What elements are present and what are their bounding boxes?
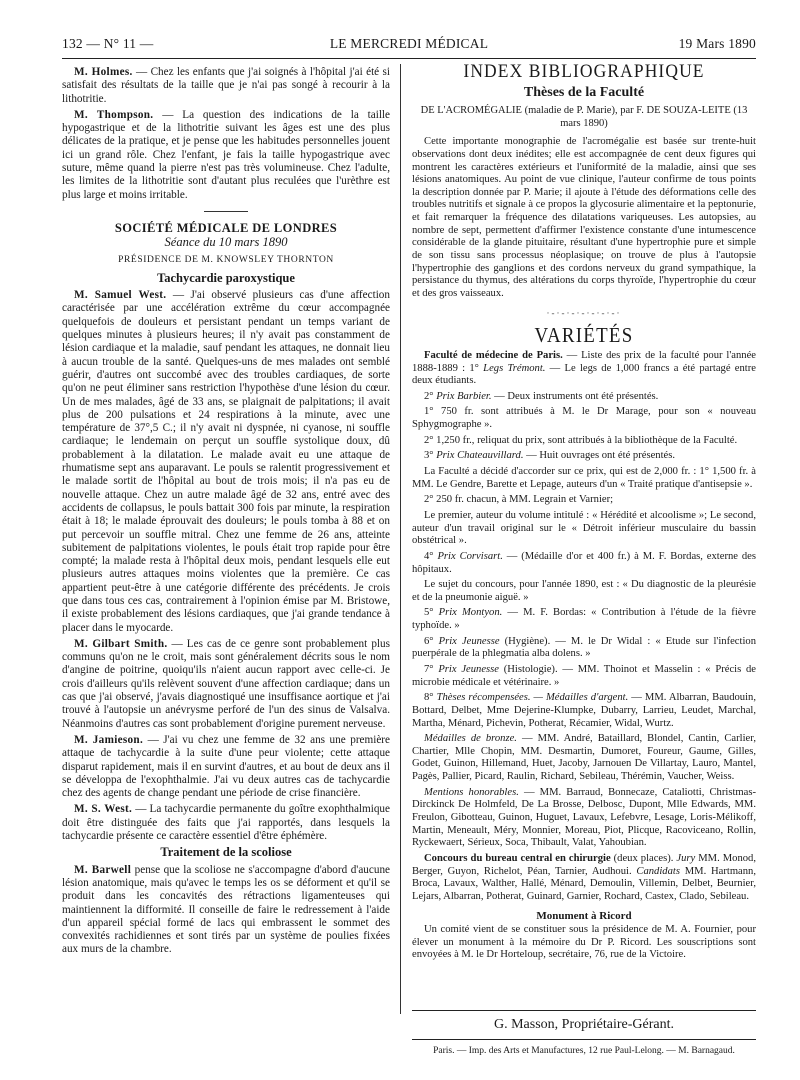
- scoliosis-heading: Traitement de la scoliose: [160, 845, 292, 860]
- paragraph-text: — La question des indications de la taille hypogastrique et de la lithotritie suivant les âges est une des plus délicates de la pratique, et je pense que les habitudes personnelles jouent ici un grand rôle. Chez l'enfant, je fais la taille hypogastrique avec suture, même quand la pierre n'est pas très volumineuse. Chez l'adulte, les limites de la lithotritie sont d'autant plus reculées que l'urèthre est plus large et moins irritable.: [62, 108, 390, 201]
- journal-title: LE MERCREDI MÉDICAL: [329, 36, 489, 51]
- swest-paragraph: [62, 803, 390, 843]
- holmes-paragraph: [62, 66, 390, 106]
- page-number: 132 — N° 11 —: [62, 36, 154, 51]
- prize-paragraph: 1° 750 fr. sont attribués à M. le Dr Marage, pour son « nouveau Sphygmographe ».: [412, 406, 756, 431]
- speaker-name: M. Samuel West.: [74, 289, 167, 302]
- prize-number: 6°: [424, 635, 439, 647]
- paragraph-text: — Les cas de ce genre sont probablement plus communs qu'on ne le croit, mais sont généralement décrits sous le nom d'angine de poitrine, quoiqu'ils n'aient aucun rapport avec celle-ci. Je crois d'ailleurs qu'ils relèvent souvent d'une affection cardiaque; dans un cas que j'ai observé, j'avais diagnostiqué une insuffisance aortique et j'ai trouvé à l'autopsie un anévrysme perforé de l'un des sinus de Valsalva. Néanmoins d'autres cas sont probablement d'origine purement nerveuse.: [62, 637, 390, 730]
- paragraph-text: — M. F. Bordas: « Contribution à l'étude de la fièvre typhoïde. »: [412, 607, 756, 632]
- paragraph-text: — (Médaille d'or et 400 fr.) à M. F. Bordas, externe des hôpitaux.: [412, 550, 756, 575]
- paragraph-text: — Chez les enfants que j'ai soignés à l'hôpital j'ai été si satisfait des résultats de la taille que je n'ai pas songé à recourir à la lithotritie.: [62, 66, 390, 105]
- prize-name: Prix Jeunesse: [438, 663, 499, 675]
- prize-number: 7°: [424, 663, 439, 675]
- paragraph-text: — J'ai observé plusieurs cas d'une affection caractérisée par une accélération extrême du cœur accompagnée quelquefois de douleurs et persistant pendant un temps variant de quelques minutes à plusieurs heures; il n'y avait pas constamment de lésion cardiaque et la maladie, sauf pendant les attaques, ne donnait lieu à aucun trouble de la santé. Quelques-uns de mes malades ont semblé guérir, d'autres ont succombé avec des troubles cardiaques, de sorte qu'on ne peut éliminer sans restriction l'hypothèse d'une lésion du cœur. Un de mes malades, âgé de 33 ans, se plaignait de palpitations; il avait plus de 200 pulsations et 24 respirations à la minute, avec une température de 37°,5 C.; il n'y avait ni dyspnée, ni cyanose, ni souffle cardiaque; le lendemain on perçut un souffle systolique doux, dû probablement à la dilatation. Le malade avait eu une attaque de rhumatisme sept ans auparavant. Le pouls se ralentit progressivement et le malade sortit de l'hôpital au bout de trois mois; il n'a pas eu de nouvelle attaque. Chez un autre malade âgé de 32 ans, entré avec des accidents de collapsus, le pouls battait 300 fois par minute, la respiration était à 18; le malade éprouvait des douleurs; le pouls tomba à 88 et on put percevoir un souffle mitral. Chez une femme de 26 ans, atteinte subitement de palpitations violentes, le pouls était trop rapide pour être compté; la malade resta à l'hôpital deux mois, pendant lesquels elle eut plusieurs autres attaques moins violentes que la première. Ce cas appartient peut-être à une catégorie différente des précédents. Je crois que dans tous ces cas, contrairement à l'opinion émise par M. Bristowe, il existe probablement des lésions cardiaques, que j'ai grande tendance à placer dans le myocarde.: [62, 289, 390, 634]
- prize-paragraph: Le sujet du concours, pour l'année 1890, est : « Du diagnostic de la pleurésie et de la pneumonie aiguë. »: [412, 579, 756, 603]
- footer-rule: [412, 1039, 756, 1040]
- paragraph-text: — MM. Barraud, Bonnecaze, Cataliotti, Christmas-Dirckinck De Holmfeld, De La Brosse, Delbosc, Dupont, Mlle Edwards, MM. Freulon, Gibotteau, Guinon, Huguet, Lavaux, Lefebvre, Lesage, Loris-Mélikoff, Martin, Meneault, Méry, Monnier, Moreau, Piot, Plicque, Racoviceano, Rollin, Ryckewaert, Sérieux, Soca, Thibault, Valat, Yahoubian.: [412, 786, 756, 849]
- paragraph-text: — Huit ouvrages ont été présentés.: [523, 450, 675, 462]
- smith-paragraph: [62, 638, 390, 731]
- thompson-paragraph: [62, 109, 390, 202]
- prize-name: Thèses récompensées. — Médailles d'argent.: [436, 692, 629, 704]
- barwell-paragraph: [62, 864, 390, 957]
- paragraph-text: MM. Hartmann, Broca, Lavaux, Walther, Hallé, Ménard, Demoulin, Villemin, Delbet, Beurnier, Lejars, Albarran, Potherat, Guinard, Garnier, Rochard, Castex, Clado, Sebileau.: [412, 865, 756, 902]
- monument-heading: Monument à Ricord: [536, 909, 632, 922]
- thesis-summary: Cette importante monographie de l'acromégalie est basée sur trente-huit observations dont deux inédites; elle est accompagnée de cent deux figures qui montrent les caractères extérieurs et l'uniformité de la maladie, ainsi que ses lésions anatomiques. Au point de vue clinique, l'auteur confirme de tous points la description donnée par P. Marie; il ajoute à l'étude des déformations celle des troubles nutritifs et signale à ce propos la glycosurie alimentaire et la peptonurie, et fait remarquer la fréquence des dilatations variqueuses. Les autopsies, au nombre de sept, permettent d'affirmer l'existence constante d'une intumescence considérable de la glande pituitaire, résultant d'une hypertrophie pure et simple de son tissu sans processus néoplasique; on trouve de plus à l'autopsie l'hypertrophie des ganglions et des cordons nerveux du grand sympathique, la persistance du thymus, des altérations du corps thyroïde, l'hypertrophie du cœur et des gros vaisseaux.: [412, 136, 756, 299]
- paragraph-text: — MM. André, Bataillard, Blondel, Cantin, Carlier, Chartier, Mlle Chopin, MM. Desmartin, Dumoret, Foureur, Gaume, Gilles, Godet, Guinon, Hillemand, Huet, Jacoby, Jarnouen De Villartay, Lauro, Mantel, Pagès, Pallier, Picard, Raulin, Richard, Sebileau, Thérémin, Vaucher, Weiss.: [412, 733, 756, 783]
- monument-paragraph: Un comité vient de se constituer sous la présidence de M. A. Fournier, pour élever un monument à la mémoire du Dr P. Ricord. Les souscriptions sont envoyées à M. le Dr Horteloup, secrétaire, 76, rue de la Victoire.: [412, 924, 756, 961]
- prize-number: 8°: [424, 692, 437, 704]
- speaker-name: M. Gilbart Smith.: [74, 637, 168, 650]
- speaker-name: M. Holmes.: [74, 66, 133, 78]
- society-title: SOCIÉTÉ MÉDICALE DE LONDRES: [114, 220, 338, 235]
- section-separator: [204, 211, 248, 212]
- prize-name: Prix Barbier.: [436, 390, 492, 402]
- paragraph-text: (Histologie). — MM. Thoinot et Masselin : « Précis de microbie médicale et vétérinaire. »: [412, 663, 756, 688]
- page-header: [62, 36, 756, 54]
- faculte-paragraph: [412, 350, 756, 388]
- paragraph-text: pense que la scoliose ne s'accompagne d'abord d'aucune lésion anatomique, mais qu'avec le temps les os se déforment et qu'il se produit dans les concavités des rétractions ligamenteuses qui maintiennent la difformité. Il conseille de faire le redressement à l'aide d'un appareil spécial formé de lacs qui embrassent le sommet des convexités rachidiennes et sont tirés par un système de poulies fixées aux murs de la chambre.: [62, 863, 391, 956]
- prize-paragraph: [412, 636, 756, 661]
- prize-name: Legs Trémont.: [483, 362, 546, 374]
- paragraph-text: (Hygiène). — M. le Dr Widal : « Etude sur l'infection puerpérale de la phlegmatia alba dolens. »: [412, 635, 756, 660]
- imprint-line: Paris. — Imp. des Arts et Manufactures, 12 rue Paul-Lelong. — M. Barnagaud.: [433, 1046, 735, 1056]
- prize-paragraph: [412, 787, 756, 850]
- prize-paragraph: [412, 391, 756, 404]
- concours-name: Concours du bureau central en chirurgie: [424, 852, 611, 864]
- session-date: Séance du 10 mars 1890: [164, 235, 288, 250]
- prize-paragraph: [412, 607, 756, 632]
- prize-number: 2°: [424, 390, 437, 402]
- paragraph-text: — La tachycardie permanente du goître exophthalmique doit être distinguée des faits que j'ai rapportés, dans lesquels la tachycardie présente ce caractère essentiel d'être éphémère.: [62, 803, 390, 843]
- prize-paragraph: 2° 250 fr. chacun, à MM. Legrain et Varnier;: [424, 494, 614, 506]
- presidency-line: PRÉSIDENCE DE M. KNOWSLEY THORNTON: [118, 254, 334, 265]
- footer-rule: [412, 1010, 756, 1011]
- speaker-name: M. Barwell: [74, 863, 132, 876]
- right-column: [412, 61, 756, 965]
- concours-paragraph: [412, 853, 756, 904]
- speaker-name: M. S. West.: [74, 803, 133, 816]
- speaker-name: M. Thompson.: [74, 108, 154, 121]
- prize-paragraph: [412, 692, 756, 730]
- thesis-reference: DE L'ACROMÉGALIE (maladie de P. Marie), par F. DE SOUZA-LEITE (13 mars 1890): [420, 105, 748, 129]
- prize-paragraph: Le premier, auteur du volume intitulé : « Hérédité et alcoolisme »; Le second, auteur d'un travail original sur le « Détroit inférieur musculaire du bassin obstétrical ».: [412, 509, 756, 547]
- index-heading: INDEX BIBLIOGRAPHIQUE: [463, 61, 705, 82]
- prize-paragraph: [412, 664, 756, 689]
- issue-date: 19 Mars 1890: [678, 36, 756, 51]
- paragraph-text: — Deux instruments ont été présentés.: [491, 390, 659, 402]
- faculte-name: Faculté de médecine de Paris.: [424, 349, 563, 361]
- paragraph-text: — Le legs de 1,000 francs a été partagé entre deux étudiants.: [412, 362, 756, 387]
- prize-name: Mentions honorables.: [424, 786, 519, 798]
- theses-heading: Thèses de la Faculté: [523, 84, 645, 100]
- west-paragraph: [62, 289, 390, 635]
- prize-name: Prix Corvisart.: [437, 550, 503, 562]
- prize-number: 4°: [424, 550, 438, 562]
- prize-paragraph: [412, 450, 756, 463]
- paragraph-text: — MM. Albarran, Baudouin, Bottard, Delbet, Mme Dejerine-Klumpke, Dubarry, Larrieu, Leudet, Marchal, Martha, Ménard, Pichevin, Potherat, Récamier, Widal, Wurtz.: [412, 692, 756, 729]
- prize-name: Prix Jeunesse: [438, 635, 500, 647]
- jury-label: Jury: [676, 852, 696, 864]
- footer: [412, 1004, 756, 1056]
- prize-name: Prix Chateauvillard.: [436, 450, 524, 462]
- prize-name: Médailles de bronze.: [424, 733, 517, 745]
- left-column: [62, 66, 390, 960]
- prize-paragraph: 2° 1,250 fr., reliquat du prix, sont attribués à la bibliothèque de la Faculté.: [424, 434, 738, 446]
- prize-name: Prix Montyon.: [438, 607, 503, 619]
- prize-paragraph: [412, 733, 756, 784]
- prize-paragraph: [412, 551, 756, 576]
- prize-number: 5°: [424, 607, 439, 619]
- candidats-label: Candidats: [636, 865, 680, 877]
- jamieson-paragraph: [62, 734, 390, 800]
- column-divider: [400, 64, 401, 1014]
- prize-number: 3°: [424, 450, 437, 462]
- prize-paragraph: La Faculté a décidé d'accorder sur ce prix, qui est de 2,000 fr. : 1° 1,500 fr. à MM. Le Gendre, Barette et Lepage, auteurs d'un « Traité pratique d'antisepsie ».: [412, 466, 756, 490]
- paragraph-text: — Liste des prix de la faculté pour l'année 1888-1889 : 1°: [412, 349, 756, 374]
- paragraph-text: — J'ai vu chez une femme de 32 ans une première attaque de tachycardie à la suite d'une peur violente; cette attaque disparut rapidement, mais il en survint d'autres, et au bout de deux ans il se développa de l'exophthalmie. J'ai vu deux autres cas de tachycardie chez des agents de change pendant une période de crise financière.: [62, 733, 390, 800]
- varietes-heading: VARIÉTÉS: [534, 323, 634, 348]
- speaker-name: M. Jamieson.: [74, 733, 144, 746]
- signature-line: G. Masson, Propriétaire-Gérant.: [493, 1017, 674, 1032]
- paragraph-text: MM. Monod, Berger, Guyon, Richelot, Péan, Tarnier, Audhoui.: [412, 852, 756, 877]
- dashed-separator: ·-·-·-·-·-·-·-·: [546, 307, 622, 318]
- paragraph-text: (deux places).: [610, 852, 677, 864]
- header-rule: [62, 58, 756, 59]
- tachycardia-heading: Tachycardie paroxystique: [157, 270, 295, 285]
